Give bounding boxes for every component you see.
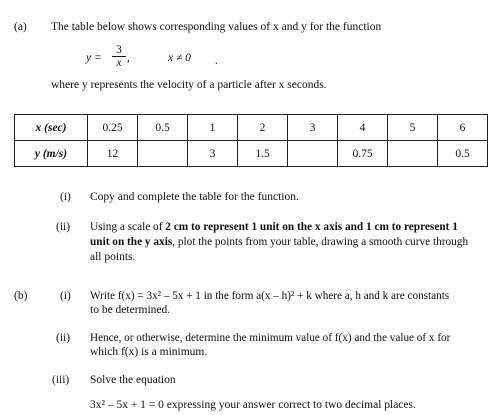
part-b-label: (b) [14,290,28,302]
function-dot: . [215,55,218,67]
part-a-ii-label: (ii) [56,221,71,233]
part-a-label: (a) [14,21,27,33]
part-a-ii-line1-plain: Using a scale of [90,221,166,233]
part-a-ii-line3: all points. [90,251,136,263]
x-cell: 0.5 [138,115,188,141]
part-a-ii-line1-bold: 2 cm to represent 1 unit on the x axis and 1 cm to represent 1 [165,221,458,233]
y-cell: 0.5 [438,141,488,167]
x-cell: 4 [338,115,388,141]
part-b-ii-line1: Hence, or otherwise, determine the minimum value of f(x) and the value of x for [90,332,451,344]
y-cell [138,141,188,167]
x-cell: 6 [438,115,488,141]
x-cell: 2 [238,115,288,141]
function-fraction [112,44,126,69]
x-cell: 3 [288,115,338,141]
part-a-intro: The table below shows corresponding values of x and y for the function [51,21,382,33]
y-cell [388,141,438,167]
part-b-i-line1: Write f(x) = 3x² – 5x + 1 in the form a(x – h)² + k where a, h and k are constants [90,290,450,302]
table-row-y [15,141,488,167]
x-cell: 0.25 [88,115,138,141]
part-a-ii-line2 [90,236,468,248]
part-a-ii-line2-bold: unit on the y axis [90,236,173,248]
part-b-iii-line2: 3x² – 5x + 1 = 0 expressing your answer correct to two decimal places. [90,399,416,411]
values-table [14,114,488,167]
function-comma: , [127,52,130,64]
y-cell: 3 [188,141,238,167]
function-lhs: y = [86,52,102,64]
table-row-x [15,115,488,141]
y-cell: 0.75 [338,141,388,167]
y-cell: 12 [88,141,138,167]
fraction-numerator: 3 [112,44,126,57]
part-b-ii-label: (ii) [56,332,71,344]
function-condition: x ≠ 0 [168,52,191,64]
part-b-i-label: (i) [60,290,71,302]
y-cell [288,141,338,167]
part-a-ii-line2-plain: , plot the points from your table, drawing a smooth curve through [172,236,469,248]
part-a-i-text: Copy and complete the table for the function. [90,191,299,203]
y-header-cell: y (m/s) [15,141,88,167]
x-header-cell: x (sec) [15,115,88,141]
part-b-ii-line2: which f(x) is a minimum. [90,346,208,358]
part-b-iii-label: (iii) [52,374,70,386]
x-cell: 1 [188,115,238,141]
fraction-denominator: x [116,57,122,69]
part-b-iii-line1: Solve the equation [90,374,176,386]
part-a-ii-line1 [90,221,458,233]
x-cell: 5 [388,115,438,141]
y-cell: 1.5 [238,141,288,167]
part-b-i-line2: to be determined. [90,304,171,316]
part-a-i-label: (i) [60,191,71,203]
where-text: where y represents the velocity of a particle after x seconds. [51,79,327,91]
